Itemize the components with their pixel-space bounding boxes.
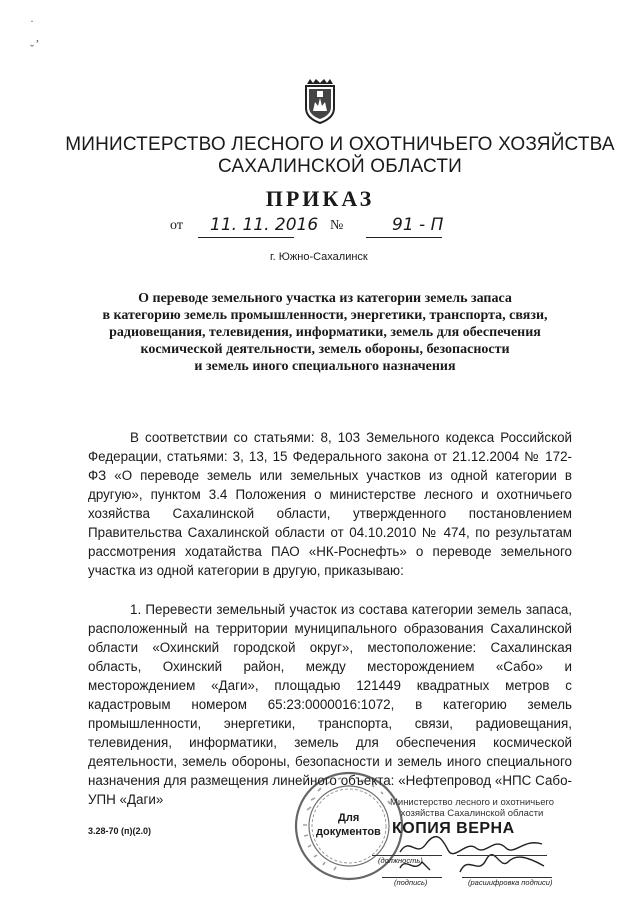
- cert-for-label: Для: [338, 812, 360, 824]
- subject-line1: О переводе земельного участка из категории земель запаса: [138, 291, 512, 306]
- cert-documents-label: документов: [316, 826, 381, 838]
- subject-line2: в категорию земель промышленности, энергетики, транспорта, связи,: [102, 308, 548, 323]
- document-code: 3.28-70 (п)(2.0): [88, 826, 151, 836]
- cert-position-caption: (должность): [378, 856, 423, 865]
- date-value: 11. 11. 2016: [210, 215, 319, 235]
- date-prefix: от: [170, 218, 183, 233]
- cert-ministry-line2: хозяйства Сахалинской области: [400, 808, 544, 819]
- decoding-line: [457, 855, 547, 856]
- ministry-name: [60, 134, 620, 178]
- date-underline: [198, 237, 294, 238]
- number-underline: [366, 237, 442, 238]
- ministry-name-line2: САХАЛИНСКОЙ ОБЛАСТИ: [218, 156, 462, 177]
- cert-copy-true-label: КОПИЯ ВЕРНА: [392, 820, 515, 837]
- subject-line5: и земель иного специального назначения: [194, 359, 456, 374]
- cert-signature-caption: (подпись): [394, 878, 428, 887]
- body-paragraph-1: [88, 428, 572, 580]
- number-value: 91 - П: [392, 215, 444, 235]
- ministry-name-line1: МИНИСТЕРСТВО ЛЕСНОГО И ОХОТНИЧЬЕГО ХОЗЯЙСТВА: [65, 134, 615, 155]
- scan-mark: ,: [36, 30, 39, 44]
- city-name: г. Южно-Сахалинск: [270, 251, 368, 263]
- coat-of-arms-emblem: [303, 78, 337, 124]
- subject-line4: космической деятельности, земель обороны, безопасности: [140, 342, 510, 357]
- cert-decoding-caption: (расшифровка подписи): [468, 878, 553, 887]
- document-type-title: ПРИКАЗ: [265, 186, 375, 211]
- cert-ministry-line1: Министерство лесного и охотничьего: [389, 797, 555, 808]
- scan-mark: ·: [30, 14, 34, 28]
- number-prefix: №: [330, 218, 344, 233]
- paragraph-text: 1. Перевести земельный участок из состава категории земель запаса, расположенный на территории муниципального образования Сахалинской области «Охинский городской округ», местоположение: Сахалинская область, Охинский район, между месторождением «Сабо» и месторождением «Даги», площадью 121449 квадратных метров с кадастровым номером 65:23:0000016:1072, в категорию земель промышленности, энергетики, транспорта, связи, радиовещания, телевидения, информатики, земель для обеспечения космической деятельности, земель обороны, безопасности и земель иного специального назначения для размещения линейного объекта: «Нефтепровод «НПС Сабо-УПН «Даги»: [88, 602, 572, 807]
- scan-mark: ˇ: [30, 42, 34, 56]
- paragraph-text: В соответствии со статьями: 8, 103 Земельного кодекса Российской Федерации, статьями: 3, 13, 15 Федерального закона от 21.12.2004 № 172-ФЗ «О переводе земель или земельных участков из одной категории в другую», пунктом 3.4 Положения о министерстве лесного и охотничьего хозяйства Сахалинской области, утвержденного постановлением Правительства Сахалинской области от 04.10.2010 № 474, по результатам рассмотрения ходатайства ПАО «НК-Роснефть» о переводе земельного участка из одной категории в другую, приказываю:: [88, 430, 572, 578]
- subject-line3: радиовещания, телевидения, информатики, земель для обеспечения: [109, 325, 541, 340]
- certification-ministry: [357, 797, 587, 819]
- order-subject: [90, 290, 560, 375]
